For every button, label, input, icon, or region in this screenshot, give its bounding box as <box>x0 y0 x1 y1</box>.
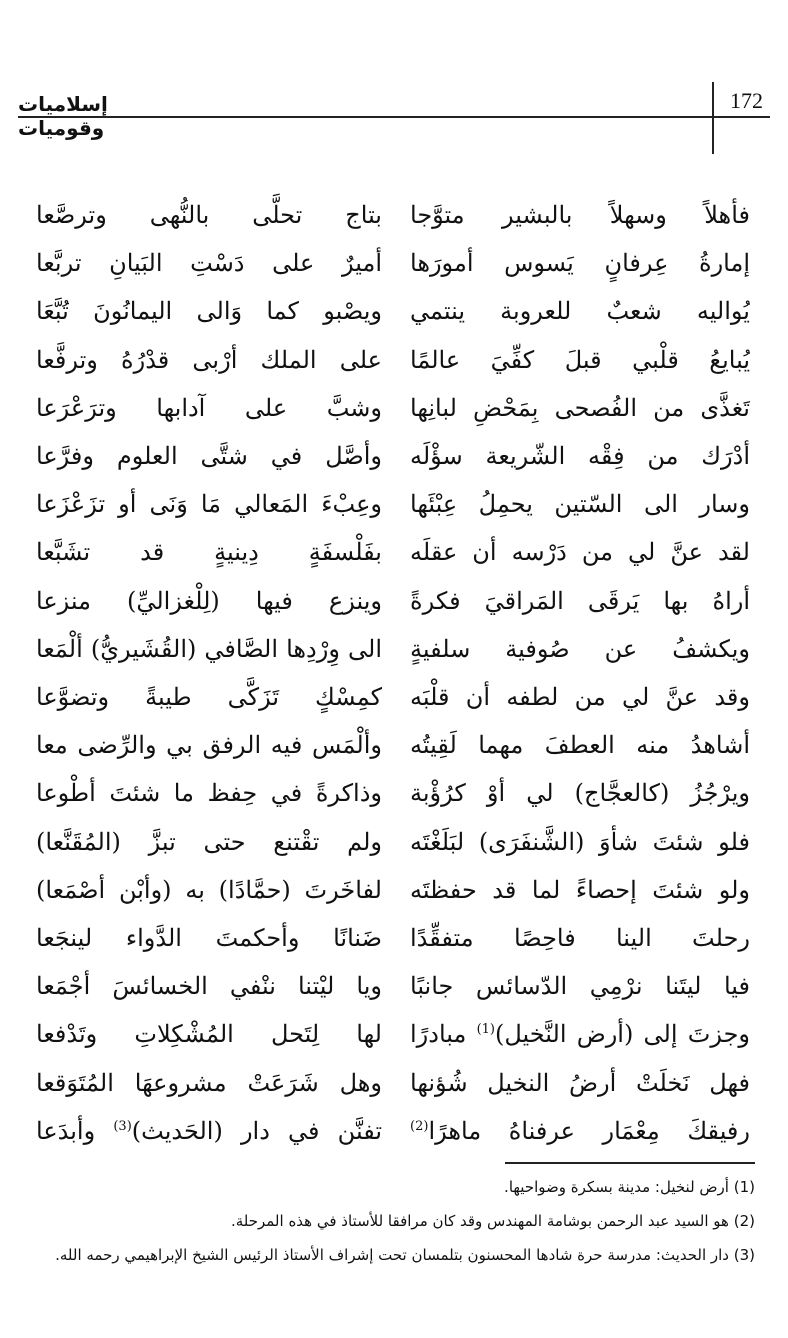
hemistich-left: أميرٌ على دَسْتِ البَيانِ تربَّعا <box>36 249 382 278</box>
hemistich-right: ويكشفُ عن صُوفية سلفيةٍ <box>410 634 750 663</box>
verse-row <box>0 190 788 240</box>
hemistich-right: وجزتَ إلى (أرض النَّخيل)$^{(1)}$ مبادرًا <box>410 1020 750 1049</box>
hemistich-right: فهل نَخلَتْ أرضُ النخيل شُؤنها <box>410 1068 750 1097</box>
hemistich-right: فأهلاً وسهلاً بالبشير متوَّجا <box>410 201 750 229</box>
hemistich-left: بفَلْسفَةٍ دِينيةٍ قد تشَبَّعا <box>36 538 382 567</box>
hemistich-left: بتاج تحلَّى بالنُّهى وترصَّعا <box>36 201 382 229</box>
verse-row <box>0 431 788 481</box>
page-header <box>18 82 770 140</box>
hemistich-left: كمِسْكٍ تَزَكَّى طيبةً وتضوَّعا <box>36 683 382 711</box>
verse-row <box>0 383 788 433</box>
footnote-marker: (3) <box>113 1118 132 1134</box>
verse-row <box>0 1106 788 1156</box>
hemistich-left: على الملك أرْبى قدْرُهُ وترفَّعا <box>36 345 382 374</box>
verse-row <box>0 961 788 1011</box>
footnote-marker: (2) <box>410 1118 429 1134</box>
hemistich-left: وهل شَرَعَتْ مشروعهَا المُتَوَقعا <box>36 1068 382 1097</box>
hemistich-right: رفيقكَ مِعْمَار عرفناهُ ماهرًا$^{(2)}$ <box>410 1116 750 1145</box>
hemistich-right: فلو شئتَ شأوَ (الشَّنفَرَى) لبَلَغْتَه <box>410 827 750 856</box>
footnotes <box>40 1170 755 1272</box>
verse-row <box>0 576 788 626</box>
hemistich-right: تَغذَّى من الفُصحى بِمَحْضِ لبانِها <box>410 393 750 422</box>
hemistich-right: وسار الى السّتين يحمِلُ عِبْئَها <box>410 490 750 519</box>
hemistich-left: وذاكرةً في حِفظ ما شئتَ أطْوعا <box>36 779 382 808</box>
verse-row <box>0 527 788 577</box>
verse-row <box>0 720 788 770</box>
hemistich-left: وينزع فيها (لِلْغزاليِّ) منزعا <box>36 586 382 615</box>
hemistich-left: ويا ليْتنا ننْفي الخسائسَ أجْمَعا <box>36 972 382 1001</box>
hemistich-right: يُبايعُ قلْبي قبلَ كفِّيَ عالمًا <box>410 345 750 374</box>
hemistich-left: الى وِرْدِها الصَّافي (القُشَيريُّ) ألْمَعا <box>36 634 382 663</box>
verse-row <box>0 817 788 867</box>
verse-row <box>0 865 788 915</box>
hemistich-right: أراهُ بها يَرقَى المَراقيَ فكرةً <box>410 586 750 615</box>
footnote-separator <box>505 1162 755 1164</box>
hemistich-right: أدْرَك من فِقْه الشّريعة سؤْلَه <box>410 442 750 470</box>
verse-row <box>0 1009 788 1059</box>
hemistich-left: تفنَّن في دار (الحَديث)$^{(3)}$ وأبدَعا <box>36 1116 382 1145</box>
hemistich-right: إمارةُ عِرفانٍ يَسوس أمورَها <box>410 249 750 278</box>
hemistich-left: وشبَّ على آدابها وترَعْرَعا <box>36 393 382 422</box>
hemistich-left: لها لِتَحل المُشْكِلاتِ وتَدْفعا <box>36 1020 382 1049</box>
footnote-marker: (1) <box>476 1022 495 1038</box>
hemistich-left: لفاخَرتَ (حمَّادًا) به (وأبْن أصْمَعا) <box>36 875 382 904</box>
hemistich-right: رحلتَ الينا فاحِصًا متفقِّدًا <box>410 924 750 952</box>
hemistich-right: ولو شئتَ إحصاءً لما قد حفظتَه <box>410 875 750 904</box>
verse-row <box>0 238 788 288</box>
verse-row <box>0 768 788 818</box>
hemistich-left: وألْمَس فيه الرفق بي والرِّضى معا <box>36 731 382 760</box>
verse-row <box>0 624 788 674</box>
verse-row <box>0 1058 788 1108</box>
footnote: (2) هو السيد عبد الرحمن بوشامة المهندس وقد كان مرافقا للأستاذ في هذه المرحلة. <box>230 1212 755 1230</box>
verse-row <box>0 479 788 529</box>
running-title: إسلاميات وقوميات <box>18 92 108 140</box>
hemistich-right: أشاهدُ منه العطفَ مهما لَقِيتُه <box>410 731 750 760</box>
hemistich-left: وعِبْءَ المَعالي مَا وَنَى أو تزَعْزَعا <box>36 490 382 519</box>
hemistich-right: يُواليه شعبٌ للعروبة ينتمي <box>410 297 750 326</box>
verse-row <box>0 286 788 336</box>
hemistich-left: ويصْبو كما وَالى اليمانُونَ تُبَّعَا <box>36 297 382 326</box>
verse-row <box>0 913 788 963</box>
footnote: (3) دار الحديث: مدرسة حرة شادها المحسنون بتلمسان تحت إشراف الأستاذ الرئيس الشيخ الإبراهيمي رحمه الله. <box>55 1246 755 1264</box>
hemistich-left: وأصَّل في شتَّى العلوم وفرَّعا <box>36 442 382 470</box>
hemistich-right: فيا ليتَنا نرْمِي الدّسائس جانبًا <box>410 972 750 1001</box>
verse-row <box>0 335 788 385</box>
verse-row <box>0 672 788 722</box>
page-number: 172 <box>730 88 763 113</box>
hemistich-left: ولم تقْتنع حتى تبزَّ (المُقَنَّعا) <box>36 827 382 856</box>
hemistich-right: لقد عنَّ لي من دَرْسه أن عقلَه <box>410 538 750 567</box>
hemistich-right: ويرْجُزُ (كالعجَّاج) لي أوْ كرُؤْبة <box>410 779 750 808</box>
hemistich-right: وقد عنَّ لي من لطفه أن قلْبَه <box>410 683 750 711</box>
hemistich-left: ضَنانًا وأحكمتَ الدَّواء لينجَعا <box>36 924 382 952</box>
header-vertical-rule <box>712 82 714 154</box>
footnote: (1) أرض لنخيل: مدينة بسكرة وضواحيها. <box>504 1178 755 1196</box>
